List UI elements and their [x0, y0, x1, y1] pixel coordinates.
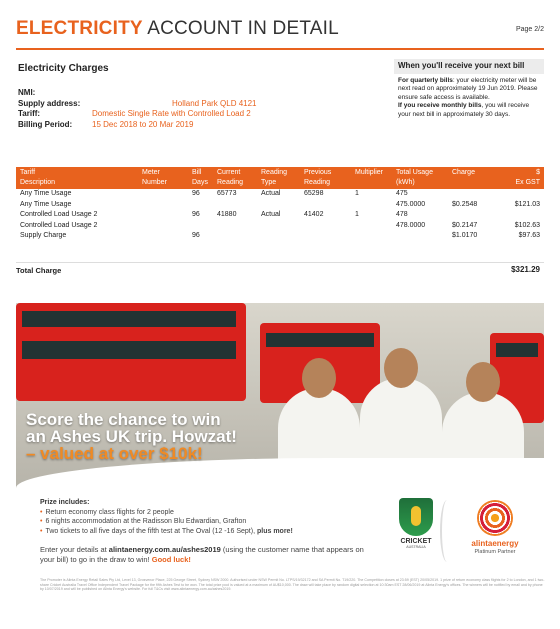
- supply-label: Supply address:: [18, 98, 81, 108]
- bullet-icon: •: [40, 518, 43, 525]
- enter-instructions: [40, 545, 375, 565]
- table-cell: Actual: [261, 211, 281, 218]
- prize-item: [40, 508, 293, 518]
- prize-item-text: Two tickets to all five days of the fifth test at The Oval (12 -16 Sept),: [45, 527, 256, 535]
- title-account-detail: ACCOUNT IN DETAIL: [142, 18, 339, 39]
- account-info: [18, 88, 257, 130]
- next-bill-notice: [394, 59, 544, 122]
- prize-item-bold: plus more!: [255, 527, 293, 535]
- table-row: [16, 189, 544, 200]
- cricket-logo-text: CRICKET: [400, 538, 432, 545]
- table-cell: 65298: [304, 190, 324, 197]
- column-header: Previous: [304, 169, 332, 176]
- table-cell: $1.0170: [452, 232, 478, 239]
- promo-headline: [26, 411, 237, 462]
- page-title: [16, 18, 544, 40]
- table-cell: 478.0000: [396, 221, 426, 229]
- prize-item-text: 6 nights accommodation at the Radisson Blu Edwardian, Grafton: [45, 518, 247, 525]
- table-cell: Actual: [261, 190, 281, 197]
- supply-value: Holland Park QLD 4121: [172, 98, 257, 108]
- tariff-label: Tariff:: [18, 109, 41, 118]
- table-cell: 478: [396, 211, 408, 218]
- nmi-label: NMI:: [18, 88, 36, 97]
- table-cell: 96: [192, 211, 200, 218]
- table-row: [16, 231, 544, 242]
- column-header: Description: [20, 179, 56, 186]
- alinta-burst-icon: [477, 500, 513, 536]
- table-cell: $121.03: [514, 200, 540, 208]
- header-divider: [16, 48, 544, 50]
- page-number: Page 2/2: [515, 26, 544, 33]
- alinta-energy-logo: [460, 500, 530, 555]
- alinta-logo-text: alintaenergy: [471, 539, 519, 548]
- column-header: Number: [142, 179, 167, 186]
- notice-quarterly-bold: For quarterly bills: [398, 76, 453, 84]
- column-header: Bill: [192, 169, 202, 176]
- table-cell: 96: [192, 232, 200, 239]
- column-header: (kWh): [396, 179, 415, 186]
- bullet-icon: •: [40, 527, 43, 535]
- column-header: Days: [192, 179, 208, 186]
- logo-divider: [440, 500, 454, 562]
- promo-line-3: – valued at over $10k!: [26, 444, 203, 463]
- enter-text-2: (using the customer name that appears on your bill) to go in the draw to win!: [40, 545, 364, 564]
- column-header: Reading: [261, 169, 288, 176]
- prize-heading: Prize includes:: [40, 499, 90, 506]
- promo-line-1: Score the chance to win: [26, 410, 221, 429]
- table-cell: $102.63: [514, 221, 540, 229]
- period-label: Billing Period:: [18, 119, 73, 129]
- good-luck-text: Good luck!: [151, 555, 191, 564]
- table-row: [16, 221, 544, 232]
- enter-url-link[interactable]: alintaenergy.com.au/ashes2019: [108, 545, 221, 554]
- prize-list: [40, 498, 293, 536]
- notice-quarterly-text: : your electricity meter will be next read on approximately 19 Jun 2019. Please ensure safe access is available.: [398, 76, 538, 101]
- table-cell: 1: [355, 190, 359, 197]
- charges-table: [16, 167, 544, 242]
- prize-item-text: Return economy class flights for 2 people: [45, 508, 174, 516]
- table-cell: 1: [355, 211, 359, 218]
- page-header: [16, 18, 544, 44]
- prize-item: [40, 527, 293, 537]
- table-cell: 475: [396, 190, 408, 197]
- table-cell: 65773: [217, 190, 237, 197]
- notice-monthly-text: , you will receive your next bill in approximately 30 days.: [398, 102, 530, 118]
- tariff-value: Domestic Single Rate with Controlled Load 2: [92, 109, 251, 118]
- column-header: Charge: [452, 169, 475, 176]
- column-header: $: [536, 169, 540, 176]
- cricket-australia-logo: [396, 498, 436, 549]
- bus-image-left: [16, 303, 246, 401]
- table-cell: 475.0000: [396, 200, 426, 208]
- title-electricity: ELECTRICITY: [16, 18, 143, 39]
- fine-print: The Promoter is Alinta Energy Retail Sales Pty Ltd, Level 13, Grosvenor Place, 225 George Street, Sydney NSW 2000. Authorised under NSW Permit No. LTPS/19/32172 and SA Permit No. T19/220. The Competition closes at 23:59 (EST) 20/05/2019. 1 prize of return economy class flights for 2 to London, and 1 two-share Cricket Australia Travel Office Independent Travel Package for the fifth Ashes Test to be won. The total prize pool is valued at a maximum of AU$10,000. The draw will take place by random digital selection at 10:30am EST 28/06/2019 at Alinta Energy's offices. The winners will be notified by email and by phone by 10/07/2019 and will be published on Alinta Energy's website. For full T&Cs visit www.alintaenergy.com.au/ashes2019.: [40, 578, 545, 592]
- platinum-partner-text: Platinum Partner: [474, 549, 516, 555]
- table-header: [16, 167, 544, 189]
- notice-body: [394, 74, 544, 123]
- total-value: $321.29: [511, 265, 540, 274]
- notice-monthly-bold: If you receive monthly bills: [398, 102, 482, 109]
- column-header: Meter: [142, 169, 160, 176]
- cricket-shield-icon: [399, 498, 433, 536]
- prize-item: [40, 517, 293, 527]
- column-header: Reading: [217, 179, 244, 186]
- column-header: Tariff: [20, 169, 36, 176]
- table-cell: Supply Charge: [20, 232, 67, 239]
- column-header: Multiplier: [355, 169, 384, 176]
- promo-line-2: an Ashes UK trip. Howzat!: [26, 427, 237, 446]
- period-value: 15 Dec 2018 to 20 Mar 2019: [92, 119, 194, 129]
- table-row: [16, 200, 544, 211]
- table-cell: 41402: [304, 211, 324, 218]
- table-cell: 41880: [217, 211, 237, 218]
- column-header: Type: [261, 179, 277, 186]
- table-cell: $97.63: [518, 232, 540, 239]
- notice-heading: When you'll receive your next bill: [394, 59, 544, 74]
- total-row: [16, 262, 544, 276]
- cricket-logo-subtext: AUSTRALIA: [406, 545, 426, 549]
- table-cell: 96: [192, 190, 200, 197]
- table-body: [16, 189, 544, 242]
- total-label: Total Charge: [16, 266, 62, 275]
- bullet-icon: •: [40, 508, 43, 516]
- enter-text: Enter your details at: [40, 545, 109, 554]
- column-header: Ex GST: [515, 179, 540, 186]
- table-cell: Any Time Usage: [20, 200, 72, 208]
- table-cell: Controlled Load Usage 2: [20, 211, 98, 218]
- table-cell: $0.2147: [452, 221, 478, 229]
- table-cell: $0.2548: [452, 200, 478, 208]
- table-cell: Any Time Usage: [20, 190, 72, 197]
- charges-title: Electricity Charges: [18, 63, 109, 74]
- column-header: Total Usage: [396, 169, 433, 176]
- ashes-promo-banner: [16, 303, 544, 488]
- table-cell: Controlled Load Usage 2: [20, 221, 98, 229]
- table-row: [16, 210, 544, 221]
- column-header: Reading: [304, 179, 331, 186]
- column-header: Current: [217, 169, 241, 176]
